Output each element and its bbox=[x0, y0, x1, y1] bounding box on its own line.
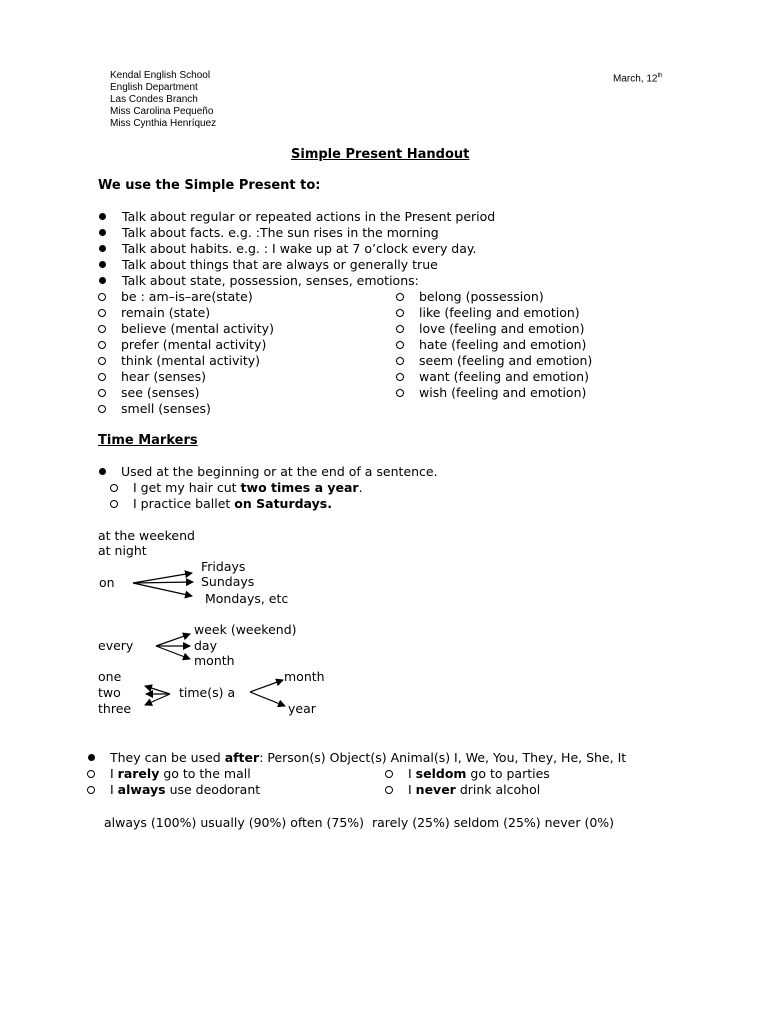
every-label: every bbox=[98, 638, 134, 653]
verb-item: seem (feeling and emotion) bbox=[419, 353, 593, 368]
intro-heading: We use the Simple Present to: bbox=[98, 178, 321, 193]
on-item: Sundays bbox=[201, 574, 255, 589]
teacher-2: Miss Cynthia Henríquez bbox=[110, 118, 217, 129]
teacher-1: Miss Carolina Pequeño bbox=[110, 106, 214, 117]
arrow-to-month bbox=[250, 680, 283, 692]
every-item: day bbox=[194, 638, 217, 653]
use-item: Talk about facts. e.g. :The sun rises in the morning bbox=[122, 225, 439, 240]
circle-bullet-icon bbox=[87, 770, 95, 778]
adverbs-usage: They can be used after: Person(s) Object(s) Animal(s) I, We, You, They, He, She, It bbox=[110, 750, 627, 765]
at-night: at night bbox=[98, 543, 147, 558]
arrow-on-sundays bbox=[133, 582, 193, 583]
verb-item: hear (senses) bbox=[121, 369, 206, 384]
date: March, 12th bbox=[613, 73, 663, 85]
number-label: three bbox=[98, 701, 132, 716]
verb-item: be : am–is–are(state) bbox=[121, 289, 253, 304]
verb-item: love (feeling and emotion) bbox=[419, 321, 585, 336]
bullet-icon bbox=[88, 754, 95, 761]
arrow-every-week bbox=[156, 634, 190, 646]
circle-bullet-icon bbox=[385, 786, 393, 794]
verb-item: see (senses) bbox=[121, 385, 200, 400]
period-label: month bbox=[284, 669, 325, 684]
verb-item: think (mental activity) bbox=[121, 353, 261, 368]
adverb-example: I never drink alcohol bbox=[408, 782, 541, 797]
arrow-on-fridays bbox=[133, 573, 192, 583]
arrow-to-year bbox=[250, 692, 285, 706]
example-sentence-2: I practice ballet on Saturdays. bbox=[133, 496, 332, 511]
use-item: Talk about regular or repeated actions in the Present period bbox=[122, 209, 496, 224]
number-label: one bbox=[98, 669, 122, 684]
arrow-every-month bbox=[156, 646, 190, 659]
verb-item: believe (mental activity) bbox=[121, 321, 274, 336]
every-item: month bbox=[194, 653, 235, 668]
verb-item: wish (feeling and emotion) bbox=[419, 385, 587, 400]
verb-item: want (feeling and emotion) bbox=[419, 369, 589, 384]
arrow-to-three bbox=[145, 694, 170, 705]
times-a-label: time(s) a bbox=[179, 685, 236, 700]
on-label: on bbox=[99, 575, 115, 590]
use-item: Talk about things that are always or generally true bbox=[122, 257, 438, 272]
arrow-on-mondays bbox=[133, 583, 192, 596]
number-label: two bbox=[98, 685, 121, 700]
use-item: Talk about habits. e.g. : I wake up at 7 o’clock every day. bbox=[122, 241, 477, 256]
verb-item: prefer (mental activity) bbox=[121, 337, 267, 352]
every-item: week (weekend) bbox=[194, 622, 297, 637]
verb-item: remain (state) bbox=[121, 305, 211, 320]
verb-item: belong (possession) bbox=[419, 289, 544, 304]
verb-item: smell (senses) bbox=[121, 401, 211, 416]
on-item: Mondays, etc bbox=[205, 591, 289, 606]
adverb-example: I always use deodorant bbox=[110, 782, 261, 797]
on-item: Fridays bbox=[201, 559, 246, 574]
adverb-example: I seldom go to parties bbox=[408, 766, 550, 781]
verb-item: like (feeling and emotion) bbox=[419, 305, 580, 320]
verb-item: hate (feeling and emotion) bbox=[419, 337, 587, 352]
use-item: Talk about state, possession, senses, emotions: bbox=[122, 273, 419, 288]
time-markers-heading: Time Markers bbox=[98, 433, 198, 448]
page-title: Simple Present Handout bbox=[291, 147, 470, 162]
time-markers-usage: Used at the beginning or at the end of a sentence. bbox=[121, 464, 438, 479]
at-the-weekend: at the weekend bbox=[98, 528, 195, 543]
circle-bullet-icon bbox=[87, 786, 95, 794]
department: English Department bbox=[110, 82, 198, 93]
adverb-example: I rarely go to the mall bbox=[110, 766, 251, 781]
circle-bullet-icon bbox=[385, 770, 393, 778]
arrow-to-one bbox=[145, 686, 170, 694]
frequency-scale: always (100%) usually (90%) often (75%) rarely (25%) seldom (25%) never (0%) bbox=[104, 815, 615, 830]
branch: Las Condes Branch bbox=[110, 94, 198, 105]
school-name: Kendal English School bbox=[110, 70, 211, 81]
period-label: year bbox=[288, 701, 316, 716]
example-sentence-1: I get my hair cut two times a year. bbox=[133, 480, 363, 495]
